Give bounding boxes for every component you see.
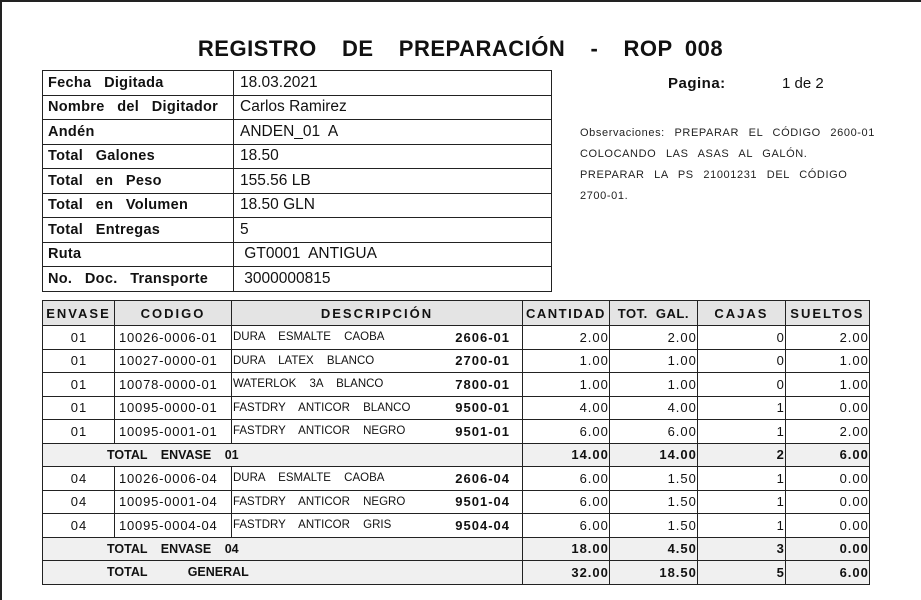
cell-tot-gal: 1.00 (609, 349, 697, 373)
cell-sueltos: 1.00 (785, 373, 869, 397)
cell-codigo: 10026-0006-04 (115, 467, 232, 491)
page-value: 1 de 2 (782, 75, 824, 92)
info-value: GT0001 ANTIGUA (234, 242, 552, 267)
info-value: 18.03.2021 (234, 71, 552, 96)
cell-sueltos: 2.00 (785, 326, 869, 350)
grand-total-row (43, 561, 870, 585)
cell-cantidad: 2.00 (523, 326, 610, 350)
info-label: Fecha Digitada (43, 71, 234, 96)
info-label: No. Doc. Transporte (43, 267, 234, 292)
header-info-table (42, 70, 552, 292)
cell-cantidad: 6.00 (523, 420, 610, 444)
descripcion-text: FASTDRY ANTICOR NEGRO (233, 495, 406, 508)
info-value: 18.50 (234, 144, 552, 169)
info-label: Andén (43, 120, 234, 145)
cell-cajas: 0 (697, 326, 785, 350)
cell-descripcion (232, 467, 523, 491)
table-row (43, 373, 870, 397)
cell-cajas: 2 (697, 443, 785, 467)
subtotal-label: TOTAL ENVASE 04 (43, 537, 523, 561)
cell-tot-gal: 6.00 (609, 420, 697, 444)
info-row-fecha (43, 71, 552, 96)
info-row-total-galones (43, 144, 552, 169)
cell-descripcion (232, 326, 523, 350)
col-header-sueltos: SUELTOS (785, 301, 869, 326)
table-row (43, 420, 870, 444)
page-label: Pagina: (668, 75, 726, 92)
cell-descripcion (232, 420, 523, 444)
cell-codigo: 10078-0000-01 (115, 373, 232, 397)
info-row-digitador (43, 95, 552, 120)
cell-sueltos: 0.00 (785, 514, 869, 538)
cell-envase: 04 (43, 490, 115, 514)
cell-sueltos: 2.00 (785, 420, 869, 444)
info-row-doc-transporte (43, 267, 552, 292)
col-header-envase: ENVASE (43, 301, 115, 326)
descripcion-code: 9501-01 (455, 423, 510, 439)
cell-sueltos: 6.00 (785, 561, 869, 585)
table-row (43, 490, 870, 514)
cell-tot-gal: 4.50 (609, 537, 697, 561)
descripcion-code: 7800-01 (455, 376, 510, 392)
cell-envase: 01 (43, 326, 115, 350)
col-header-tot-gal: TOT. GAL. (609, 301, 697, 326)
cell-envase: 01 (43, 420, 115, 444)
table-row (43, 467, 870, 491)
grand-total-label: TOTAL GENERAL (43, 561, 523, 585)
page-indicator (668, 75, 824, 92)
cell-cantidad: 4.00 (523, 396, 610, 420)
cell-envase: 01 (43, 349, 115, 373)
info-label: Total Entregas (43, 218, 234, 243)
cell-sueltos: 0.00 (785, 537, 869, 561)
descripcion-text: DURA ESMALTE CAOBA (233, 472, 385, 485)
info-value: 5 (234, 218, 552, 243)
descripcion-code: 9504-04 (455, 517, 510, 533)
cell-descripcion (232, 349, 523, 373)
cell-tot-gal: 1.00 (609, 373, 697, 397)
subtotal-row-envase-04 (43, 537, 870, 561)
cell-cajas: 1 (697, 467, 785, 491)
descripcion-code: 9500-01 (455, 400, 510, 416)
cell-envase: 04 (43, 467, 115, 491)
cell-cantidad: 6.00 (523, 467, 610, 491)
info-label: Nombre del Digitador (43, 95, 234, 120)
cell-sueltos: 6.00 (785, 443, 869, 467)
info-value: 18.50 GLN (234, 193, 552, 218)
col-header-descripcion: DESCRIPCIÓN (232, 301, 523, 326)
cell-cantidad: 32.00 (523, 561, 610, 585)
cell-cajas: 1 (697, 490, 785, 514)
info-value: 3000000815 (234, 267, 552, 292)
col-header-cantidad: CANTIDAD (523, 301, 610, 326)
cell-cantidad: 1.00 (523, 349, 610, 373)
cell-descripcion (232, 396, 523, 420)
cell-cantidad: 1.00 (523, 373, 610, 397)
cell-codigo: 10095-0001-01 (115, 420, 232, 444)
descripcion-text: FASTDRY ANTICOR GRIS (233, 519, 392, 532)
cell-codigo: 10095-0004-04 (115, 514, 232, 538)
descripcion-code: 9501-04 (455, 494, 510, 510)
descripcion-code: 2700-01 (455, 353, 510, 369)
table-row (43, 349, 870, 373)
descripcion-text: FASTDRY ANTICOR BLANCO (233, 401, 411, 414)
document-title: REGISTRO DE PREPARACIÓN - ROP 008 (197, 36, 724, 61)
cell-cantidad: 6.00 (523, 514, 610, 538)
info-label: Total en Peso (43, 169, 234, 194)
cell-tot-gal: 1.50 (609, 490, 697, 514)
observaciones (580, 123, 880, 207)
cell-sueltos: 0.00 (785, 467, 869, 491)
descripcion-text: WATERLOK 3A BLANCO (233, 378, 384, 391)
cell-envase: 01 (43, 396, 115, 420)
descripcion-code: 2606-01 (455, 329, 510, 345)
observaciones-label: Observaciones: (580, 127, 665, 139)
descripcion-text: DURA ESMALTE CAOBA (233, 331, 385, 344)
info-row-total-entregas (43, 218, 552, 243)
cell-codigo: 10027-0000-01 (115, 349, 232, 373)
cell-tot-gal: 1.50 (609, 514, 697, 538)
subtotal-row-envase-01 (43, 443, 870, 467)
col-header-codigo: CODIGO (115, 301, 232, 326)
descripcion-code: 2606-04 (455, 470, 510, 486)
cell-tot-gal: 1.50 (609, 467, 697, 491)
cell-tot-gal: 4.00 (609, 396, 697, 420)
cell-cantidad: 6.00 (523, 490, 610, 514)
info-label: Ruta (43, 242, 234, 267)
cell-descripcion (232, 514, 523, 538)
cell-sueltos: 0.00 (785, 396, 869, 420)
table-header-row (43, 301, 870, 326)
cell-descripcion (232, 373, 523, 397)
cell-tot-gal: 14.00 (609, 443, 697, 467)
cell-cantidad: 18.00 (523, 537, 610, 561)
cell-cajas: 0 (697, 373, 785, 397)
subtotal-label: TOTAL ENVASE 01 (43, 443, 523, 467)
cell-envase: 01 (43, 373, 115, 397)
cell-codigo: 10026-0006-01 (115, 326, 232, 350)
observaciones-text: PREPARAR EL CÓDIGO 2600-01 COLOCANDO LAS ASAS AL GALÓN. PREPARAR LA PS 21001231 DEL CÓDIGO 2700-01. (580, 127, 875, 202)
cell-cajas: 3 (697, 537, 785, 561)
table-row (43, 326, 870, 350)
info-label: Total Galones (43, 144, 234, 169)
table-row (43, 396, 870, 420)
items-table (42, 300, 870, 585)
info-label: Total en Volumen (43, 193, 234, 218)
info-row-ruta (43, 242, 552, 267)
info-value: Carlos Ramirez (234, 95, 552, 120)
cell-descripcion (232, 490, 523, 514)
cell-sueltos: 0.00 (785, 490, 869, 514)
info-row-anden (43, 120, 552, 145)
descripcion-text: DURA LATEX BLANCO (233, 354, 375, 367)
cell-envase: 04 (43, 514, 115, 538)
cell-tot-gal: 2.00 (609, 326, 697, 350)
info-value: ANDEN_01 A (234, 120, 552, 145)
cell-cajas: 1 (697, 514, 785, 538)
info-row-total-volumen (43, 193, 552, 218)
cell-codigo: 10095-0001-04 (115, 490, 232, 514)
cell-cajas: 0 (697, 349, 785, 373)
cell-sueltos: 1.00 (785, 349, 869, 373)
descripcion-text: FASTDRY ANTICOR NEGRO (233, 425, 406, 438)
cell-cajas: 5 (697, 561, 785, 585)
cell-codigo: 10095-0000-01 (115, 396, 232, 420)
info-row-total-peso (43, 169, 552, 194)
col-header-cajas: CAJAS (697, 301, 785, 326)
info-value: 155.56 LB (234, 169, 552, 194)
cell-tot-gal: 18.50 (609, 561, 697, 585)
cell-cantidad: 14.00 (523, 443, 610, 467)
table-row (43, 514, 870, 538)
cell-cajas: 1 (697, 396, 785, 420)
cell-cajas: 1 (697, 420, 785, 444)
